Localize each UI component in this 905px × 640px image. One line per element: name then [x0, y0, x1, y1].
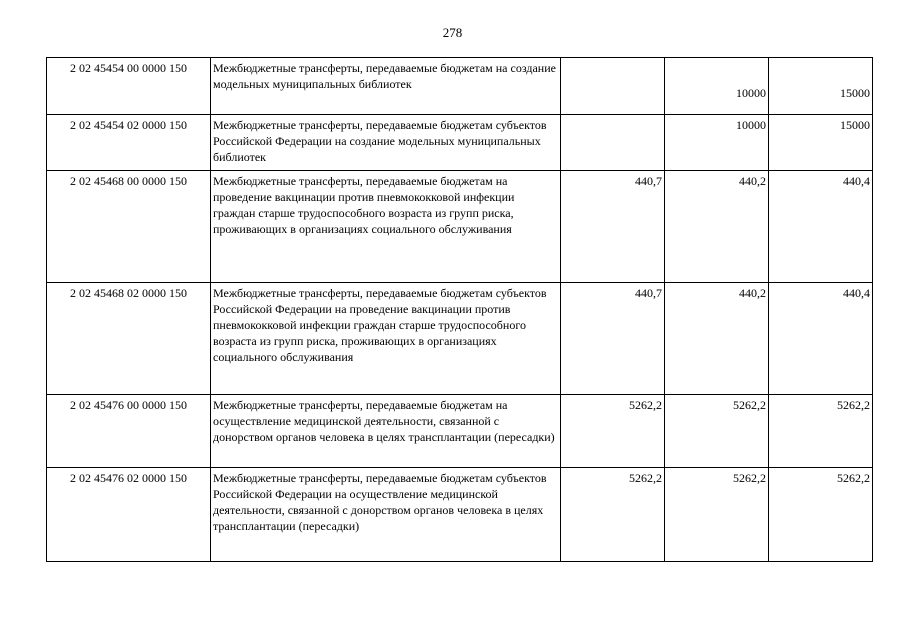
- budget-code: 2 02 45454 02 0000 150: [47, 115, 211, 171]
- value-cell-2: 10000: [665, 58, 769, 115]
- value-cell-2: 10000: [665, 115, 769, 171]
- value-cell-1: [561, 58, 665, 115]
- value-cell-3: 5262,2: [769, 468, 873, 562]
- row-description: Межбюджетные трансферты, передаваемые бюджетам на создание модельных муниципальных библиотек: [211, 58, 561, 115]
- row-description: Межбюджетные трансферты, передаваемые бюджетам субъектов Российской Федерации на создание модельных муниципальных библиотек: [211, 115, 561, 171]
- table-row: [47, 58, 873, 115]
- table-row: [47, 283, 873, 395]
- value-cell-1: [561, 115, 665, 171]
- budget-table: [46, 57, 873, 562]
- value-cell-2: 5262,2: [665, 395, 769, 468]
- table-row: [47, 468, 873, 562]
- table-row: [47, 115, 873, 171]
- value-cell-3: 15000: [769, 115, 873, 171]
- value-cell-2: 5262,2: [665, 468, 769, 562]
- value-cell-3: 440,4: [769, 171, 873, 283]
- value-cell-3: 440,4: [769, 283, 873, 395]
- value-cell-3: 5262,2: [769, 395, 873, 468]
- budget-code: 2 02 45468 02 0000 150: [47, 283, 211, 395]
- row-description: Межбюджетные трансферты, передаваемые бюджетам на осуществление медицинской деятельности, связанной с донорством органов человека в целях трансплантации (пересадки): [211, 395, 561, 468]
- budget-code: 2 02 45476 02 0000 150: [47, 468, 211, 562]
- value-cell-1: 440,7: [561, 283, 665, 395]
- value-cell-1: 5262,2: [561, 468, 665, 562]
- budget-code: 2 02 45468 00 0000 150: [47, 171, 211, 283]
- budget-code: 2 02 45454 00 0000 150: [47, 58, 211, 115]
- value-cell-1: 5262,2: [561, 395, 665, 468]
- value-cell-3: 15000: [769, 58, 873, 115]
- value-cell-2: 440,2: [665, 171, 769, 283]
- value-cell-1: 440,7: [561, 171, 665, 283]
- row-description: Межбюджетные трансферты, передаваемые бюджетам субъектов Российской Федерации на осуществление медицинской деятельности, связанной с донорством органов человека в целях трансплантации (пересадки): [211, 468, 561, 562]
- row-description: Межбюджетные трансферты, передаваемые бюджетам субъектов Российской Федерации на проведение вакцинации против пневмококковой инфекции граждан старше трудоспособного возраста из групп риска, проживающих в организациях социального обслуживания: [211, 283, 561, 395]
- page-number: 278: [442, 25, 463, 40]
- table-row: [47, 395, 873, 468]
- table-row: [47, 171, 873, 283]
- value-cell-2: 440,2: [665, 283, 769, 395]
- row-description: Межбюджетные трансферты, передаваемые бюджетам на проведение вакцинации против пневмококковой инфекции граждан старше трудоспособного возраста из групп риска, проживающих в организациях социального обслуживания: [211, 171, 561, 283]
- budget-code: 2 02 45476 00 0000 150: [47, 395, 211, 468]
